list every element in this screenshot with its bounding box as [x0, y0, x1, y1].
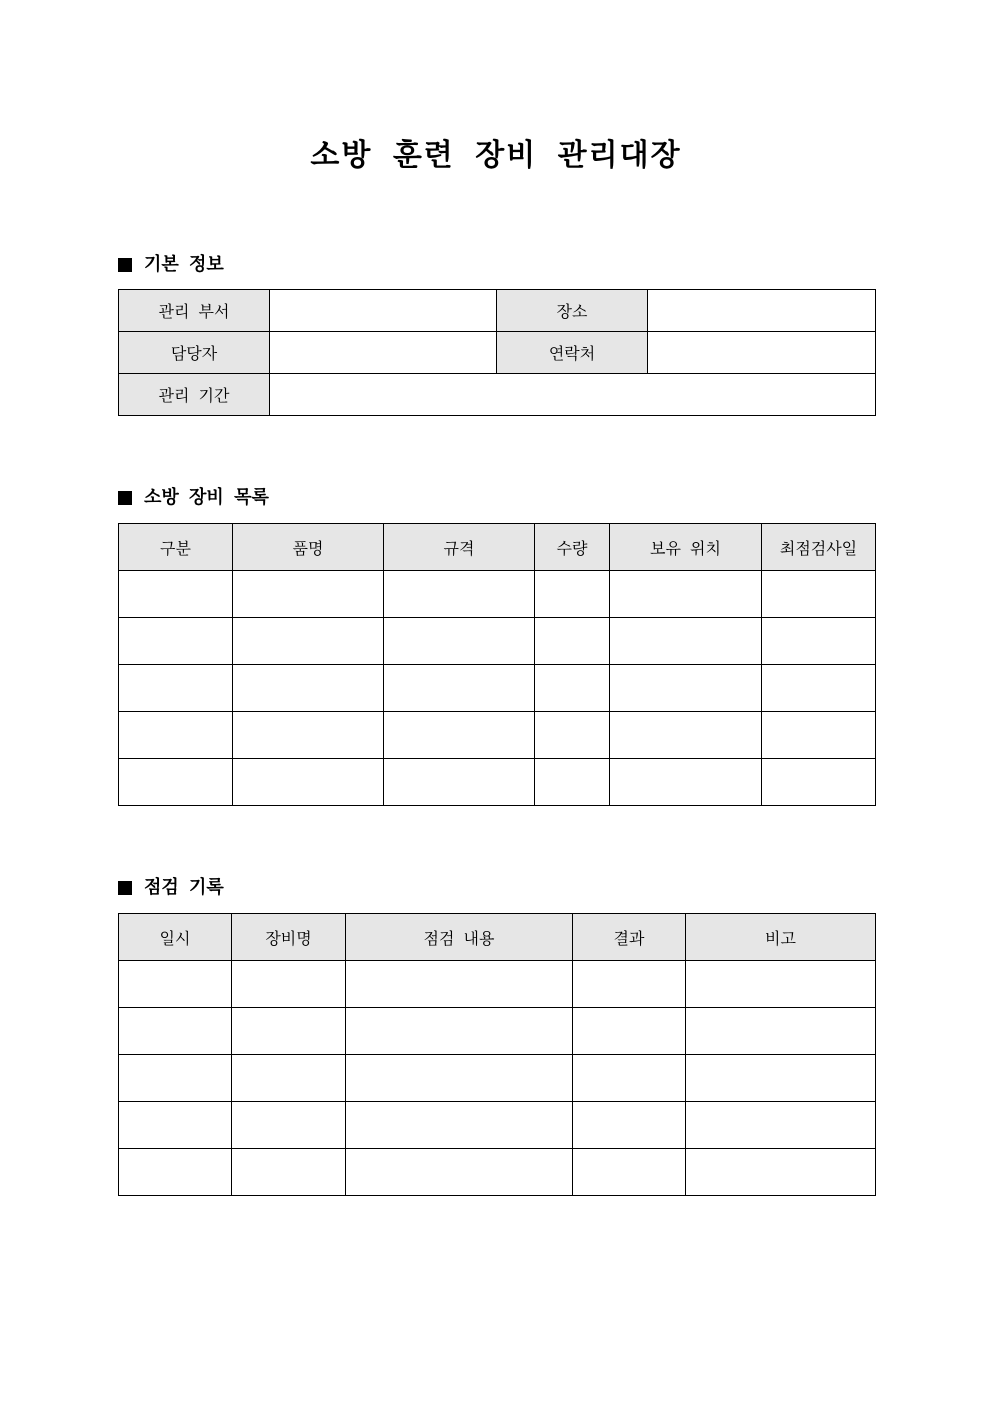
table-row: [119, 759, 876, 806]
table-cell[interactable]: [535, 712, 610, 759]
table-cell[interactable]: [686, 961, 876, 1008]
table-cell[interactable]: [535, 665, 610, 712]
column-header: 일시: [119, 914, 232, 961]
table-row: [119, 290, 876, 332]
table-cell[interactable]: [119, 1008, 232, 1055]
table-cell[interactable]: [573, 961, 686, 1008]
table-cell[interactable]: [384, 665, 535, 712]
manager-field[interactable]: [270, 332, 497, 374]
table-cell[interactable]: [346, 1008, 573, 1055]
table-cell[interactable]: [232, 1055, 346, 1102]
table-cell[interactable]: [232, 961, 346, 1008]
section-title: 기본 정보: [144, 254, 224, 275]
table-cell[interactable]: [573, 1149, 686, 1196]
table-cell[interactable]: [610, 712, 762, 759]
table-cell[interactable]: [384, 712, 535, 759]
table-row: [119, 961, 876, 1008]
dept-field[interactable]: [270, 290, 497, 332]
table-cell[interactable]: [233, 759, 384, 806]
table-cell[interactable]: [119, 961, 232, 1008]
table-cell[interactable]: [119, 571, 233, 618]
column-header: 최점검사일: [762, 524, 876, 571]
table-cell[interactable]: [762, 665, 876, 712]
period-label: 관리 기간: [119, 374, 270, 416]
section-heading-inspection-log: [118, 876, 224, 900]
table-cell[interactable]: [762, 571, 876, 618]
table-cell[interactable]: [610, 618, 762, 665]
place-field[interactable]: [648, 290, 876, 332]
table-cell[interactable]: [686, 1008, 876, 1055]
table-cell[interactable]: [686, 1055, 876, 1102]
table-cell[interactable]: [233, 571, 384, 618]
basic-info-table: [118, 289, 876, 416]
table-cell[interactable]: [119, 618, 233, 665]
column-header: 구분: [119, 524, 233, 571]
table-row: [119, 571, 876, 618]
table-row: [119, 374, 876, 416]
table-cell[interactable]: [346, 1102, 573, 1149]
contact-label: 연락처: [497, 332, 648, 374]
table-cell[interactable]: [762, 759, 876, 806]
table-row: [119, 665, 876, 712]
section-heading-equipment-list: [118, 486, 269, 510]
equipment-list-table: [118, 523, 876, 806]
table-cell[interactable]: [762, 618, 876, 665]
table-row: [119, 1055, 876, 1102]
section-title: 점검 기록: [144, 877, 224, 898]
section-heading-basic-info: [118, 253, 224, 277]
manager-label: 담당자: [119, 332, 270, 374]
table-cell[interactable]: [233, 618, 384, 665]
square-bullet-icon: [118, 258, 132, 272]
square-bullet-icon: [118, 491, 132, 505]
table-row: [119, 618, 876, 665]
section-title: 소방 장비 목록: [144, 487, 269, 508]
table-header-row: [119, 524, 876, 571]
table-cell[interactable]: [384, 759, 535, 806]
table-cell[interactable]: [232, 1008, 346, 1055]
table-cell[interactable]: [610, 759, 762, 806]
table-row: [119, 712, 876, 759]
column-header: 결과: [573, 914, 686, 961]
column-header: 수량: [535, 524, 610, 571]
table-cell[interactable]: [610, 665, 762, 712]
table-cell[interactable]: [119, 1055, 232, 1102]
period-field[interactable]: [270, 374, 876, 416]
dept-label: 관리 부서: [119, 290, 270, 332]
column-header: 규격: [384, 524, 535, 571]
table-cell[interactable]: [232, 1102, 346, 1149]
table-cell[interactable]: [346, 1149, 573, 1196]
table-row: [119, 1149, 876, 1196]
table-cell[interactable]: [384, 618, 535, 665]
table-cell[interactable]: [384, 571, 535, 618]
table-row: [119, 332, 876, 374]
inspection-log-table: [118, 913, 876, 1196]
document-title: 소방 훈련 장비 관리대장: [310, 138, 682, 173]
table-cell[interactable]: [535, 571, 610, 618]
table-cell[interactable]: [573, 1055, 686, 1102]
table-cell[interactable]: [119, 665, 233, 712]
table-cell[interactable]: [573, 1102, 686, 1149]
table-cell[interactable]: [573, 1008, 686, 1055]
table-cell[interactable]: [233, 665, 384, 712]
table-header-row: [119, 914, 876, 961]
column-header: 장비명: [232, 914, 346, 961]
table-cell[interactable]: [119, 712, 233, 759]
table-cell[interactable]: [346, 961, 573, 1008]
square-bullet-icon: [118, 881, 132, 895]
table-row: [119, 1008, 876, 1055]
table-cell[interactable]: [232, 1149, 346, 1196]
column-header: 점검 내용: [346, 914, 573, 961]
table-cell[interactable]: [535, 759, 610, 806]
table-cell[interactable]: [762, 712, 876, 759]
column-header: 보유 위치: [610, 524, 762, 571]
contact-field[interactable]: [648, 332, 876, 374]
table-cell[interactable]: [610, 571, 762, 618]
table-cell[interactable]: [686, 1102, 876, 1149]
table-cell[interactable]: [346, 1055, 573, 1102]
table-cell[interactable]: [119, 1149, 232, 1196]
column-header: 품명: [233, 524, 384, 571]
table-cell[interactable]: [233, 712, 384, 759]
place-label: 장소: [497, 290, 648, 332]
table-cell[interactable]: [119, 1102, 232, 1149]
table-cell[interactable]: [535, 618, 610, 665]
table-cell[interactable]: [686, 1149, 876, 1196]
column-header: 비고: [686, 914, 876, 961]
table-row: [119, 1102, 876, 1149]
table-cell[interactable]: [119, 759, 233, 806]
